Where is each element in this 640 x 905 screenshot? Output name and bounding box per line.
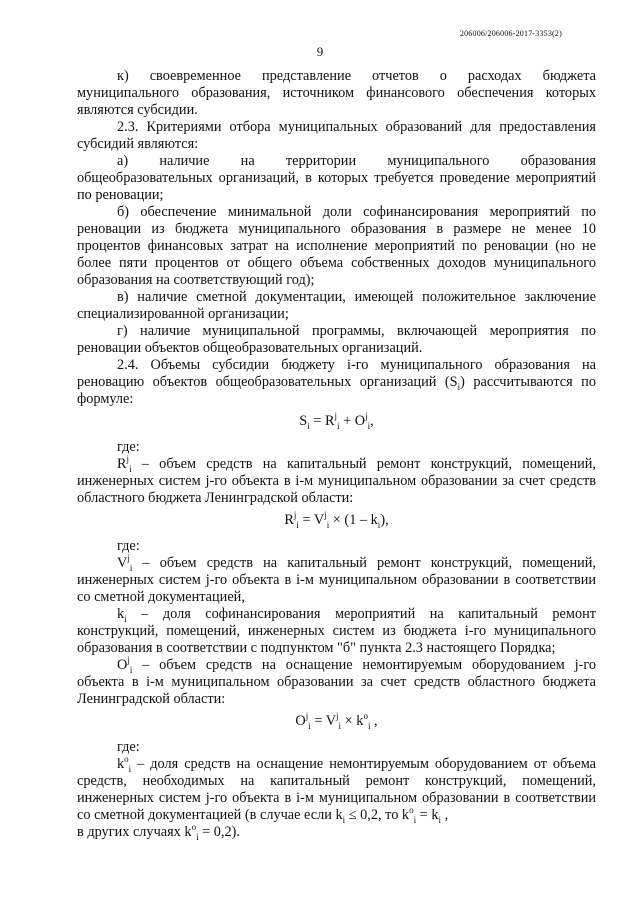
formula-repair: $R^j_i = V^j_i \times (1 - k_i)$, [284, 510, 389, 530]
criterion-a: а) наличие на территории муниципального образования общеобразовательных организаций, в которых требуется проведение мероприятий по реновации; [77, 153, 596, 203]
where-label: где: [117, 439, 140, 455]
definition-k: $k_i$ – доля софинансирования мероприятий на капитальный ремонт конструкций, помещений, инженерных систем из бюджета i-го муниципального образования в соответствии с подпунктом "б" пункта 2.3 настоящего Порядка; [77, 606, 596, 656]
paragraph-item-k: к) своевременное представление отчетов о расходах бюджета муниципального образования, источником финансового обеспечения которых являются субсидии. [77, 68, 596, 118]
criterion-b: б) обеспечение минимальной доли софинансирования мероприятий по реновации из бюджета муниципального образования в размере не менее 10 процентов финансовых затрат на исполнение мероприятий по реновации (но не более пяти процентов от общего объема собственных доходов муниципального образования на соответствующий год); [77, 204, 596, 288]
definition-k-o: $k^o_i$ – доля средств на оснащение немонтируемым оборудованием от объема средств, необходимых на капитальный ремонт конструкций, помещений, инженерных систем j-го объекта в i-м муниципальном образовании в соответствии со сметной документацией (в случае если $k_i \le 0,2$, то $k^o_i = k_i$ , [77, 754, 596, 825]
definition-o: $O^j_i$ – объем средств на оснащение немонтируемым оборудованием j-го объекта в i-м муниципальном образовании за счет средств областного бюджета Ленинградской области: [77, 655, 596, 707]
paragraph-section-2-3: 2.3. Критериями отбора муниципальных образований для предоставления субсидий являются: [77, 119, 596, 152]
formula-subsidy: $S_i = R^j_i + O^j_i$, [299, 411, 374, 431]
where-label: где: [117, 739, 140, 755]
definition-k-o-end: в других случаях $k^o_i = 0,2$). [77, 822, 240, 842]
where-label: где: [117, 538, 140, 554]
formula-equipment: $O^j_i = V^j_i \times k^o_i$ , [295, 711, 378, 731]
document-number: 206006/206006-2017-3353(2) [459, 29, 562, 38]
page-number: 9 [316, 44, 324, 59]
document-body [77, 68, 596, 841]
criterion-v: в) наличие сметной документации, имеющей положительное заключение специализированной организации; [77, 289, 596, 322]
paragraph-section-2-4: 2.4. Объемы субсидии бюджету i-го муниципального образования на реновацию объектов общеобразовательных организаций $(S_i)$ рассчитываются по формуле: [77, 357, 596, 407]
criterion-g: г) наличие муниципальной программы, включающей мероприятия по реновации объектов общеобразовательных организаций. [77, 323, 596, 356]
definition-v: $V^j_i$ – объем средств на капитальный ремонт конструкций, помещений, инженерных систем j-го объекта в i-м муниципальном образовании в соответствии со сметной документацией, [77, 553, 596, 605]
definition-r: $R^j_i$ – объем средств на капитальный ремонт конструкций, помещений, инженерных систем j-го объекта в i-м муниципальном образовании за счет средств областного бюджета Ленинградской области: [77, 454, 596, 506]
